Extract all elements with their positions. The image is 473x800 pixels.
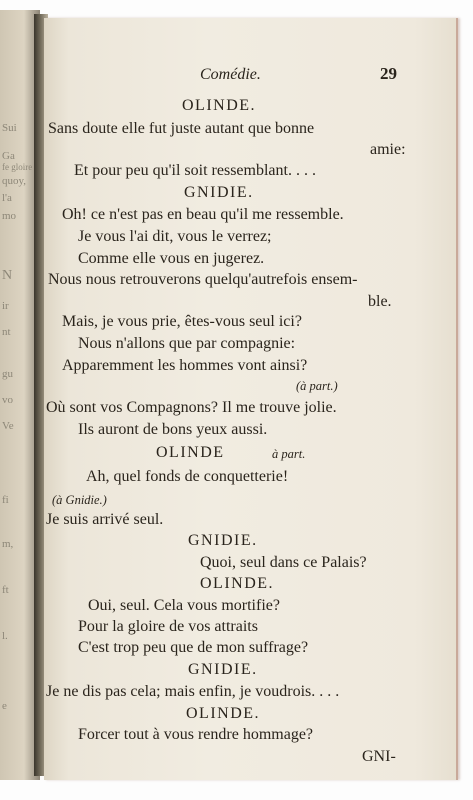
verse-line: Je ne dis pas cela; mais enfin, je voudrois. . . . [46, 683, 340, 700]
stage-direction: (à Gnidie.) [52, 493, 107, 507]
verse-line: Oui, seul. Cela vous mortifie? [88, 597, 280, 614]
bleed-text: mo [2, 210, 17, 222]
stage-direction: (à part.) [296, 379, 338, 393]
verse-line: ble. [368, 293, 392, 310]
verse-line: Ah, quel fonds de conquetterie! [86, 468, 289, 485]
verse-line: Forcer tout à vous rendre hommage? [78, 726, 314, 743]
bleed-text: fi [2, 494, 9, 506]
speaker-heading: OLINDE. [200, 575, 275, 592]
verse-line: Je suis arrivé seul. [46, 511, 164, 528]
bleed-text: l. [2, 630, 8, 642]
verse-line: Mais, je vous prie, êtes-vous seul ici? [62, 313, 302, 330]
speaker-heading: OLINDE. [186, 705, 261, 722]
verse-line: amie: [370, 141, 406, 158]
speaker-heading: OLINDE. [182, 97, 257, 114]
verse-line: Nous n'allons que par compagnie: [78, 335, 296, 352]
bleed-text: Ve [2, 420, 14, 432]
speaker-heading: GNIDIE. [188, 532, 258, 549]
speaker-heading: GNIDIE. [188, 661, 258, 678]
verse-line: Et pour peu qu'il soit ressemblant. . . . [74, 162, 316, 179]
book-page [44, 18, 458, 780]
bleed-text: quoy, [2, 175, 27, 187]
verse-line: Pour la gloire de vos attraits [78, 618, 258, 635]
speaker-heading: GNIDIE. [184, 184, 254, 201]
speaker-heading: OLINDE [156, 444, 225, 461]
bleed-text: nt [2, 326, 11, 338]
verse-line: Quoi, seul dans ce Palais? [200, 554, 367, 571]
verse-line: Oh! ce n'est pas en beau qu'il me ressemble. [62, 206, 344, 223]
verse-line: Apparemment les hommes vont ainsi? [62, 357, 308, 374]
verse-line: C'est trop peu que de mon suffrage? [78, 639, 309, 656]
bleed-text: N [2, 268, 13, 283]
bleed-text: ft [2, 584, 9, 596]
verse-line: Où sont vos Compagnons? Il me trouve jolie. [46, 399, 337, 416]
catchword: GNI- [362, 748, 396, 765]
bleed-text: l'a [2, 192, 12, 204]
verse-line: Comme elle vous en jugerez. [78, 250, 265, 267]
bleed-text: ir [2, 300, 9, 312]
running-title: Comédie. [200, 66, 261, 83]
bleed-text: vo [2, 394, 13, 406]
page-number: 29 [380, 64, 397, 83]
bleed-text: gu [2, 368, 13, 380]
bleed-text: m, [2, 538, 14, 550]
bleed-text: Sui [2, 122, 17, 134]
verse-line: Nous nous retrouverons quelqu'autrefois ensem- [48, 271, 358, 288]
stage-direction: à part. [272, 447, 306, 461]
bleed-text: fe gloire [2, 162, 33, 172]
bleed-text: Ga [2, 150, 15, 162]
verse-line: Je vous l'ai dit, vous le verrez; [78, 228, 272, 245]
bleed-text: e [2, 700, 7, 712]
verse-line: Ils auront de bons yeux aussi. [78, 421, 268, 438]
verse-line: Sans doute elle fut juste autant que bonne [48, 120, 315, 137]
